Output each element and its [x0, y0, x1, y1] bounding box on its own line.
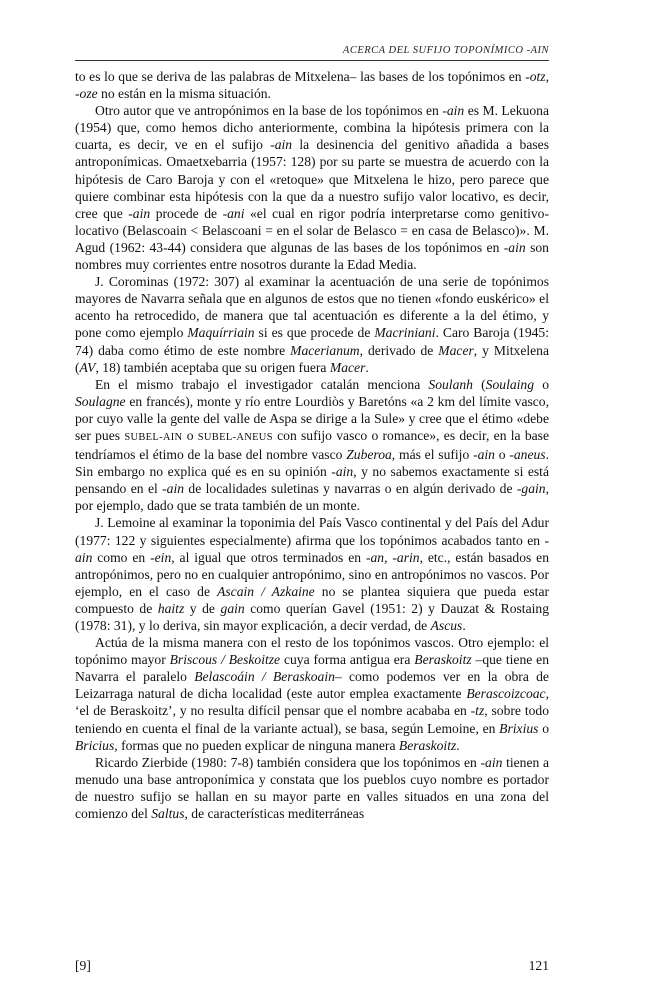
text-run: , sobre todo teniendo en cuenta el final de la variante actual), se basa, según Lemoine, en — [75, 703, 549, 736]
italic-term: -otz, -oze — [75, 69, 549, 102]
italic-term: Macriniani — [374, 325, 436, 341]
text-run: , más el sufijo — [391, 447, 474, 463]
paragraph — [75, 514, 549, 634]
text-run: Ricardo Zierbide (1980: 7-8) también considera que los topónimos en — [95, 754, 481, 770]
italic-term: -ain — [473, 447, 495, 463]
text-run: si es que procede de — [254, 325, 375, 341]
text-run: , derivado de — [359, 342, 439, 358]
text-run: no están en la misma situación. — [97, 86, 271, 102]
italic-term: Maquírriain — [187, 325, 255, 341]
italic-term: Beraskoitz — [398, 737, 457, 753]
header-rule — [75, 60, 549, 61]
italic-term: -ein — [150, 549, 172, 565]
italic-term: -ain — [75, 532, 549, 565]
italic-term: Macer — [438, 342, 474, 358]
paragraph — [75, 273, 549, 376]
text-run: , ‘el de Beraskoitz’, y no resulta difícil pensar que el nombre acababa en — [75, 686, 549, 719]
section-marker: [9] — [75, 958, 91, 973]
italic-term: -ani — [222, 205, 245, 221]
text-run: , y Mitxelena ( — [75, 342, 550, 375]
text-run: o — [538, 720, 549, 736]
text-run: , 18) también aceptaba que su origen fuera — [95, 359, 330, 375]
text-run: to es lo que se deriva de las palabras de Mitxelena– las bases de los topónimos en — [75, 69, 526, 84]
text-run: –que tiene en Navarra el paralelo — [75, 652, 549, 685]
text-run: , de características mediterráneas — [184, 806, 365, 822]
italic-term: Soulaing — [485, 376, 535, 392]
text-run: ( — [472, 376, 486, 392]
text-run: de localidades suletinas y navarras o en algún derivado de — [184, 481, 517, 497]
text-run: procede de — [150, 205, 223, 221]
paragraph — [75, 102, 549, 273]
text-run: o — [182, 427, 198, 443]
text-run: «el cual en rigor podría interpretarse como genitivo-locativo (Belascoain < Belascoani = en el solar de Belasco = en casa de Belasco)». M. Agud (1962: 43-44) considera que algunas de las bases de los topónimos en — [75, 205, 549, 255]
text-run: . — [462, 618, 466, 633]
italic-term: -aneus — [509, 447, 546, 463]
paragraph — [75, 754, 549, 822]
italic-term: -an, -arin — [365, 549, 420, 565]
small-caps-term: SUBEL-AIN — [124, 431, 183, 443]
italic-term: Bricius — [75, 737, 115, 753]
text-run: . — [365, 359, 369, 375]
text-run: . — [456, 737, 460, 753]
italic-term: Macerianum — [290, 342, 360, 358]
text-run: o — [534, 376, 549, 392]
body-text — [75, 68, 549, 822]
italic-term: Briscous / Beskoitze — [169, 652, 281, 668]
text-run: no se plantea siquiera que pueda estar compuesto de — [75, 583, 550, 616]
text-run: . Sin embargo no explica qué es en su opinión — [75, 447, 550, 480]
italic-term: Ascus — [430, 618, 463, 633]
text-run: o — [494, 447, 510, 463]
text-run: Otro autor que ve antropónimos en la base de los topónimos en — [95, 103, 443, 119]
text-run: Actúa de la misma manera con el resto de los topónimos vascos. Otro ejemplo: el topónimo mayor — [75, 635, 549, 668]
italic-term: Zuberoa — [346, 447, 392, 463]
italic-term: Beraskoitz — [414, 652, 472, 668]
italic-term: -ain — [128, 205, 151, 221]
text-run: , al igual que otros terminados en — [171, 549, 366, 565]
text-run: la desinencia del genitivo añadida a bases antroponímicas. Omaetxebarria (1957: 128) por su parte se muestra de acuerdo con la hipótesis de Caro Baroja y con el «retoque» que Mitxelena le hizo, pero parece que quiere combinar esta hipótesis con la que da a nuestro sufijo valor locativo, es decir, cree que — [75, 137, 550, 221]
text-run: en francés), monte y río entre Lourdiòs y Baretóns «a 2 km del límite vasco, por cuyo valle la gente del valle de Aspa se dirige a la Sule» y cree que el étimo «debe ser pues — [75, 393, 549, 443]
text-run: – como podemos ver en la obra de Leizarraga natural de dicha localidad (este autor emplea exactamente — [75, 669, 549, 702]
text-run: con sufijo vasco o romance», es decir, en la base tendríamos el étimo de la base del nombre vasco — [75, 427, 549, 463]
text-run: son nombres muy corrientes entre nosotros durante la Edad Media. — [75, 239, 549, 273]
italic-term: Belascoáin / Beraskoain — [194, 669, 335, 685]
italic-term: Saltus — [151, 806, 185, 822]
paragraph — [75, 68, 549, 102]
small-caps-term: SUBEL-ANEUS — [197, 431, 273, 443]
italic-term: -gain — [516, 481, 546, 497]
text-run: , y no sabemos exactamente si está pensando en el — [75, 464, 549, 497]
italic-term: -ain — [270, 137, 293, 153]
italic-term: -ain — [442, 103, 465, 119]
italic-term: AV — [79, 359, 96, 375]
italic-term: -ain — [480, 754, 503, 770]
text-run: como en — [92, 549, 151, 565]
text-run: J. Lemoine al examinar la toponimia del País Vasco continental y del País del Adur (1977: 122 y siguientes especialmente) afirma que los topónimos acabados tanto en — [75, 515, 549, 548]
italic-term: Soulanh — [428, 376, 473, 392]
text-run: , formas que no pueden explicar de ninguna manera — [114, 737, 399, 753]
italic-term: Ascain / Azkaine — [217, 583, 315, 599]
text-run: tienen a menudo una base antroponímica y constata que los pueblos cuyo nombre es portador de nuestro sufijo se hallan en su mayor parte en valles situados en una zona del comienzo del — [75, 754, 550, 822]
text-run: J. Corominas (1972: 307) al examinar la acentuación de una serie de topónimos mayores de Navarra señala que en algunos de estos que no tienen «fondo euskérico» el acento ha retrocedido, de manera que tal acentuación es diferente a la del étimo, y pone como ejemplo — [75, 274, 549, 341]
text-run: es M. Lekuona (1954) que, como hemos dicho anteriormente, combina la hipótesis primera con la cuarta, es decir, ve en el sufijo — [75, 103, 549, 153]
page-number: 121 — [528, 958, 549, 973]
text-run: , por ejemplo, dado que se trata también de un monte. — [75, 481, 549, 514]
paragraph — [75, 634, 549, 754]
text-run: , etc., están basados en antropónimos, pero no en cualquier antropónimo, sino en antropónimos no vascos. Por ejemplo, en el caso de — [75, 549, 550, 599]
italic-term: Macer — [329, 359, 366, 375]
text-run: y de — [184, 600, 221, 616]
paragraph — [75, 376, 549, 515]
italic-term: -tz — [470, 703, 485, 719]
italic-term: gain — [220, 600, 245, 616]
text-run: En el mismo trabajo el investigador catalán menciona — [95, 376, 429, 392]
italic-term: Soulagne — [75, 393, 126, 409]
italic-term: Brixius — [499, 720, 539, 736]
italic-term: -ain — [503, 239, 526, 255]
text-run: como querían Gavel (1951: 2) y Dauzat & Rostaing (1978: 31), y lo deriva, sin mayor explicación, a decir verdad, de — [75, 600, 549, 633]
italic-term: -ain — [331, 464, 354, 480]
running-header: ACERCA DEL SUFIJO TOPONÍMICO -AIN — [342, 45, 549, 56]
italic-term: Berascoizcoac — [466, 686, 546, 702]
text-run: cuya forma antigua era — [280, 652, 415, 668]
italic-term: -ain — [162, 481, 185, 497]
italic-term: haitz — [157, 600, 185, 616]
text-run: . Caro Baroja (1945: 74) daba como étimo de este nombre — [75, 325, 549, 358]
